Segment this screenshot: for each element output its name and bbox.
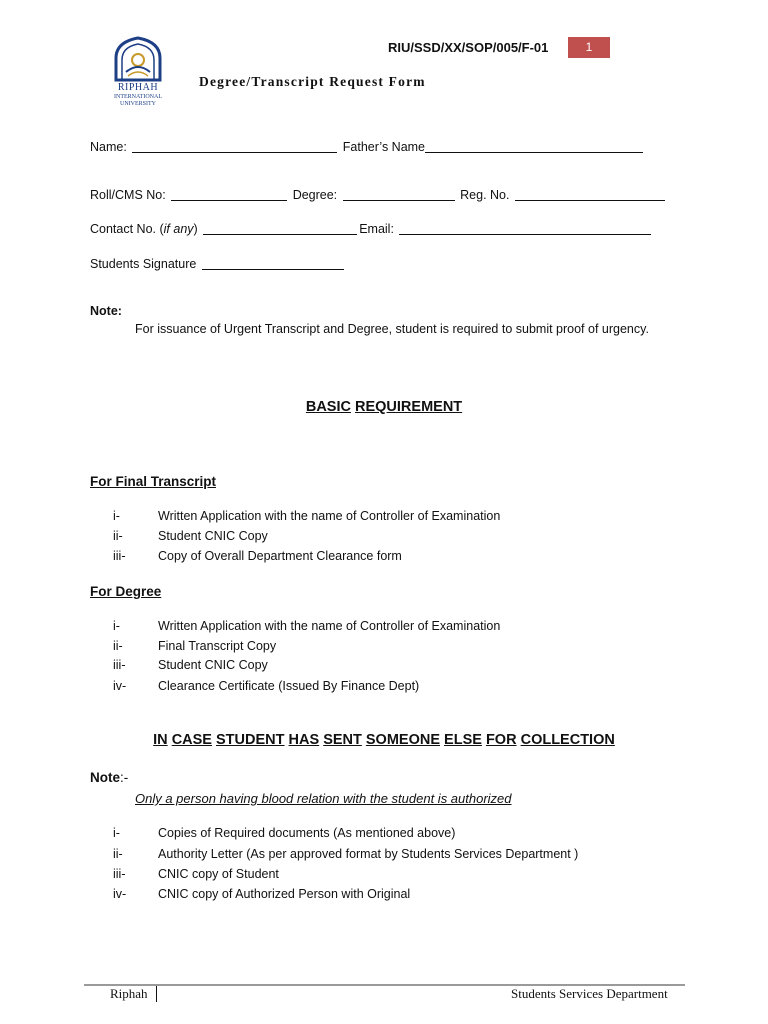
heading-word: STUDENT bbox=[216, 732, 285, 748]
collection-note-word: Note bbox=[90, 770, 120, 785]
degree-heading: For Degree bbox=[90, 584, 162, 599]
name-input-line[interactable] bbox=[132, 140, 337, 153]
logo-emblem-icon bbox=[102, 36, 174, 84]
list-number: iii- bbox=[113, 658, 126, 672]
list-item: Written Application with the name of Controller of Examination bbox=[158, 619, 501, 633]
list-item: Authority Letter (As per approved format by Students Services Department ) bbox=[158, 847, 579, 861]
list-number: iv- bbox=[113, 679, 127, 693]
list-item: Student CNIC Copy bbox=[158, 529, 268, 543]
list-number: i- bbox=[113, 509, 120, 523]
list-number: ii- bbox=[113, 847, 123, 861]
email-input-line[interactable] bbox=[399, 222, 651, 235]
contact-label-close: ) bbox=[193, 222, 198, 236]
roll-input-line[interactable] bbox=[171, 188, 287, 201]
heading-word: SOMEONE bbox=[365, 732, 441, 748]
note-text: For issuance of Urgent Transcript and Degree, student is required to submit proof of urgency. bbox=[135, 322, 649, 336]
fathers-name-label: Father’s Name bbox=[342, 140, 426, 154]
list-item: Copy of Overall Department Clearance form bbox=[158, 549, 402, 563]
contact-optional-label: if any bbox=[163, 222, 194, 236]
name-label: Name: bbox=[90, 140, 127, 154]
list-item: CNIC copy of Authorized Person with Original bbox=[158, 887, 411, 901]
heading-word: REQUIREMENT bbox=[355, 399, 463, 415]
reg-label: Reg. No. bbox=[460, 188, 510, 202]
contact-row bbox=[90, 222, 653, 236]
list-number: iii- bbox=[113, 867, 126, 881]
list-item: CNIC copy of Student bbox=[158, 867, 279, 881]
heading-word: FOR bbox=[485, 732, 517, 748]
heading-word: SENT bbox=[323, 732, 362, 748]
list-number: ii- bbox=[113, 529, 123, 543]
heading-word: ELSE bbox=[444, 732, 482, 748]
heading-word: BASIC bbox=[305, 399, 351, 415]
logo-name: RIPHAH bbox=[117, 82, 159, 93]
fathers-name-input-line[interactable] bbox=[425, 140, 643, 153]
heading-word: HAS bbox=[288, 732, 320, 748]
heading-word: COLLECTION bbox=[520, 732, 615, 748]
list-number: iv- bbox=[113, 887, 127, 901]
collection-heading bbox=[0, 732, 768, 748]
degree-input-line[interactable] bbox=[343, 188, 455, 201]
list-item: Clearance Certificate (Issued By Finance Dept) bbox=[158, 679, 420, 693]
roll-row bbox=[90, 188, 667, 202]
list-item: Copies of Required documents (As mentioned above) bbox=[158, 826, 456, 840]
list-item: Written Application with the name of Controller of Examination bbox=[158, 509, 501, 523]
list-item: Student CNIC Copy bbox=[158, 658, 268, 672]
document-number: RIU/SSD/XX/SOP/005/F-01 bbox=[388, 40, 549, 55]
page-number-badge: 1 bbox=[568, 37, 610, 58]
list-item: Final Transcript Copy bbox=[158, 639, 277, 653]
email-label: Email: bbox=[359, 222, 394, 236]
list-number: iii- bbox=[113, 549, 126, 563]
collection-note-label bbox=[90, 770, 128, 785]
contact-input-line[interactable] bbox=[203, 222, 357, 235]
footer-left-text: Riphah bbox=[110, 986, 148, 1001]
basic-requirement-heading bbox=[0, 399, 768, 415]
university-logo bbox=[102, 36, 174, 112]
footer-separator bbox=[156, 986, 157, 1002]
collection-note-suffix: :- bbox=[120, 770, 129, 785]
list-number: i- bbox=[113, 619, 120, 633]
form-title: Degree/Transcript Request Form bbox=[199, 74, 426, 89]
heading-word: CASE bbox=[171, 732, 212, 748]
signature-input-line[interactable] bbox=[202, 257, 344, 270]
final-transcript-heading: For Final Transcript bbox=[90, 474, 217, 489]
footer-right-text: Students Services Department bbox=[511, 986, 668, 1001]
contact-label: Contact No. ( bbox=[90, 222, 164, 236]
roll-label: Roll/CMS No: bbox=[90, 188, 166, 202]
name-row bbox=[90, 140, 645, 154]
signature-row bbox=[90, 257, 346, 271]
note-label: Note: bbox=[90, 304, 122, 318]
signature-label: Students Signature bbox=[90, 257, 197, 271]
logo-subtitle: INTERNATIONAL UNIVERSITY bbox=[114, 94, 162, 107]
collection-note-text: Only a person having blood relation with the student is authorized bbox=[135, 791, 512, 806]
heading-word: IN bbox=[153, 732, 168, 748]
list-number: ii- bbox=[113, 639, 123, 653]
list-number: i- bbox=[113, 826, 120, 840]
degree-label: Degree: bbox=[292, 188, 338, 202]
reg-input-line[interactable] bbox=[515, 188, 665, 201]
